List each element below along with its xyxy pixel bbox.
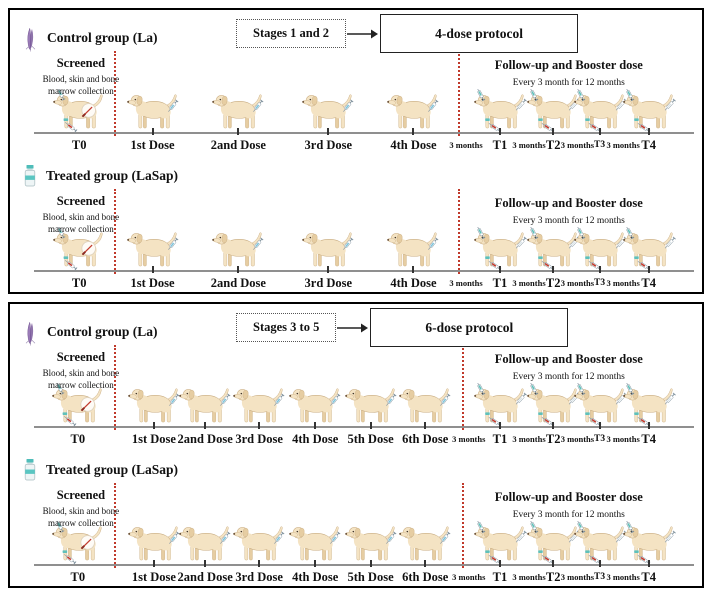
timeline-tick: [499, 422, 501, 429]
timeline-tick: [552, 422, 554, 429]
timeline-tick: [599, 422, 601, 429]
timeline-tick: [314, 422, 316, 429]
group-head: [23, 462, 178, 486]
group-head: [23, 324, 158, 352]
timeline-label: 1st Dose: [131, 432, 176, 446]
timeline-label: 3 months: [606, 434, 640, 444]
panel-4-dose-protocol: [8, 8, 704, 294]
screened-title: Screened: [56, 350, 106, 364]
dog-dose: [300, 89, 357, 133]
timeline-tick: [370, 422, 372, 429]
stage-box: Stages 1 and 2: [236, 19, 346, 48]
screened-title: Screened: [56, 56, 106, 70]
sandfly-icon: [23, 26, 38, 58]
timeline-tick: [599, 560, 601, 567]
followup-title: Follow-up and Booster dose: [494, 58, 643, 72]
timeline-label: T3: [594, 140, 606, 150]
dog-dose: [231, 521, 288, 565]
followup-block: [460, 490, 678, 520]
dog-dose: [210, 89, 267, 133]
group-title: Control group (La): [47, 30, 158, 45]
timeline-label: 3rd Dose: [304, 276, 353, 290]
timeline-tick: [552, 128, 554, 135]
group-treated-lasap: [10, 156, 702, 292]
timeline-tick: [648, 266, 650, 273]
dog-followup: [620, 89, 677, 133]
timeline-tick: [599, 128, 601, 135]
timeline-tick: [424, 560, 426, 567]
timeline-label: 1st Dose: [130, 276, 175, 290]
panel-6-dose-protocol: [8, 302, 704, 588]
timeline-label: 3 months: [560, 278, 595, 288]
dog-dose: [385, 89, 442, 133]
timeline-tick: [327, 266, 329, 273]
timeline-label: 1st Dose: [130, 138, 175, 152]
group-treated-lasap: [10, 450, 702, 586]
screened-block: [20, 350, 141, 391]
dog-followup: [471, 89, 528, 133]
arrow-right-icon: [347, 28, 379, 40]
timeline-tick: [327, 128, 329, 135]
timeline-label: 6th Dose: [402, 432, 449, 446]
timeline-label: T3: [594, 434, 606, 444]
protocol-box: 4-dose protocol: [380, 14, 578, 53]
screened-subtitle: Blood, skin and bone marrow collection: [42, 368, 120, 390]
timeline-label: T0: [70, 432, 86, 446]
dog-dose: [397, 383, 454, 427]
group-title: Treated group (LaSap): [46, 168, 179, 183]
timeline-label: T3: [594, 278, 606, 288]
timeline-label: T0: [70, 570, 86, 584]
timeline-label: 4th Dose: [292, 432, 339, 446]
dog-dose: [231, 383, 288, 427]
timeline-tick: [258, 560, 260, 567]
timeline-tick: [237, 128, 239, 135]
screened-title: Screened: [56, 488, 106, 502]
dog-dose: [287, 521, 344, 565]
group-title: Control group (La): [47, 324, 158, 339]
screened-block: [20, 488, 141, 529]
timeline-tick: [412, 128, 414, 135]
dog-followup: [471, 383, 528, 427]
timeline-label: 3 months: [512, 140, 546, 150]
dog-followup: [471, 521, 528, 565]
timeline-label: T1: [492, 432, 508, 446]
dog-followup: [620, 521, 677, 565]
timeline-label: 3 months: [452, 434, 486, 444]
followup-block: [460, 58, 678, 88]
timeline-label: 2and Dose: [210, 276, 266, 290]
timeline-label: 3 months: [606, 572, 640, 582]
followup-subtitle: Every 3 month for 12 months: [512, 216, 625, 226]
timeline-label: T4: [641, 432, 656, 446]
dog-dose: [177, 383, 234, 427]
timeline-label: 3 months: [560, 434, 595, 444]
timeline-label: T1: [492, 138, 508, 152]
timeline-label: 3 months: [512, 572, 546, 582]
timeline-label: T1: [492, 276, 508, 290]
followup-title: Follow-up and Booster dose: [494, 196, 643, 210]
vaccine-vial-icon: [23, 458, 37, 486]
timeline-label: 3 months: [560, 572, 595, 582]
followup-block: [460, 196, 678, 226]
stage-box: Stages 3 to 5: [236, 313, 336, 342]
screened-block: [20, 194, 141, 235]
timeline-label: T0: [71, 138, 87, 152]
group-head: [23, 168, 178, 192]
timeline-tick: [648, 422, 650, 429]
timeline-tick: [499, 560, 501, 567]
timeline-label: T1: [492, 570, 508, 584]
dog-dose: [385, 227, 442, 271]
timeline-tick: [153, 422, 155, 429]
timeline-label: 2and Dose: [177, 432, 233, 446]
dog-followup: [471, 227, 528, 271]
timeline-tick: [204, 560, 206, 567]
timeline-label: 1st Dose: [131, 570, 176, 584]
timeline-tick: [412, 266, 414, 273]
timeline-label: T2: [545, 570, 561, 584]
timeline-tick: [258, 422, 260, 429]
followup-block: [460, 352, 678, 382]
screened-subtitle: Blood, skin and bone marrow collection: [42, 212, 120, 234]
screened-title: Screened: [56, 194, 106, 208]
timeline-label: T2: [545, 276, 561, 290]
timeline-label: 3rd Dose: [235, 570, 283, 584]
followup-title: Follow-up and Booster dose: [494, 490, 643, 504]
timeline-label: 3rd Dose: [235, 432, 283, 446]
group-head: [23, 30, 158, 58]
screened-subtitle: Blood, skin and bone marrow collection: [42, 74, 120, 96]
timeline-label: 3 months: [512, 434, 546, 444]
timeline-label: 3 months: [606, 278, 640, 288]
timeline-label: 3 months: [560, 140, 595, 150]
dog-dose: [177, 521, 234, 565]
dog-dose: [287, 383, 344, 427]
timeline-tick: [552, 560, 554, 567]
dog-dose: [210, 227, 267, 271]
followup-subtitle: Every 3 month for 12 months: [512, 372, 625, 382]
timeline-label: 5th Dose: [347, 570, 394, 584]
timeline-label: T4: [641, 276, 656, 290]
timeline-label: 3 months: [449, 278, 483, 288]
timeline-tick: [499, 266, 501, 273]
timeline-label: 3 months: [606, 140, 640, 150]
timeline-tick: [648, 128, 650, 135]
timeline-label: 3 months: [452, 572, 486, 582]
timeline-label: 5th Dose: [347, 432, 394, 446]
timeline-tick: [152, 266, 154, 273]
timeline-label: 3 months: [449, 140, 483, 150]
sandfly-icon: [23, 320, 38, 352]
timeline-label: T4: [641, 570, 656, 584]
dog-followup: [620, 383, 677, 427]
timeline-label: T3: [594, 572, 606, 582]
timeline-tick: [552, 266, 554, 273]
screened-subtitle: Blood, skin and bone marrow collection: [42, 506, 120, 528]
followup-subtitle: Every 3 month for 12 months: [512, 510, 625, 520]
arrow-right-icon: [337, 322, 369, 334]
timeline-label: 2and Dose: [177, 570, 233, 584]
timeline-tick: [599, 266, 601, 273]
timeline-tick: [499, 128, 501, 135]
timeline-label: 4th Dose: [390, 276, 437, 290]
timeline-tick: [648, 560, 650, 567]
timeline-label: T2: [545, 138, 561, 152]
timeline-tick: [153, 560, 155, 567]
timeline-label: 3rd Dose: [304, 138, 353, 152]
timeline-label: 4th Dose: [390, 138, 437, 152]
timeline-tick: [204, 422, 206, 429]
timeline-label: 2and Dose: [210, 138, 266, 152]
timeline-tick: [314, 560, 316, 567]
timeline-label: T2: [545, 432, 561, 446]
group-title: Treated group (LaSap): [46, 462, 179, 477]
protocol-header: [236, 308, 568, 347]
timeline-tick: [424, 422, 426, 429]
timeline-label: 4th Dose: [292, 570, 339, 584]
timeline-label: 3 months: [512, 278, 546, 288]
timeline-label: 6th Dose: [402, 570, 449, 584]
dog-dose: [300, 227, 357, 271]
protocol-header: [236, 14, 578, 53]
screened-block: [20, 56, 141, 97]
followup-subtitle: Every 3 month for 12 months: [512, 78, 625, 88]
followup-title: Follow-up and Booster dose: [494, 352, 643, 366]
timeline-tick: [370, 560, 372, 567]
protocol-box: 6-dose protocol: [370, 308, 568, 347]
timeline-tick: [152, 128, 154, 135]
dog-dose: [342, 521, 399, 565]
timeline-label: T0: [71, 276, 87, 290]
dog-dose: [397, 521, 454, 565]
timeline-label: T4: [641, 138, 656, 152]
vaccine-vial-icon: [23, 164, 37, 192]
dog-followup: [620, 227, 677, 271]
dog-dose: [342, 383, 399, 427]
timeline-tick: [237, 266, 239, 273]
